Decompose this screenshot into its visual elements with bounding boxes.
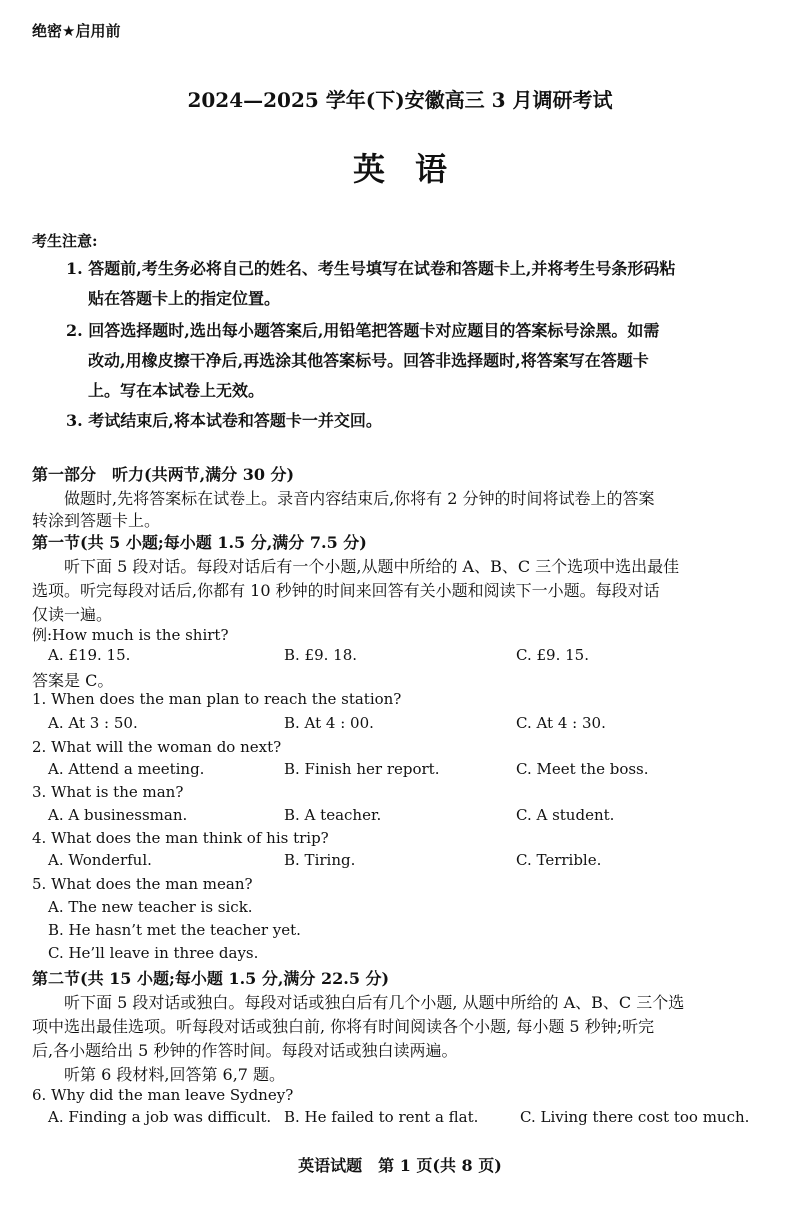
question-2-option-a: A. Attend a meeting.	[48, 760, 205, 778]
note-3: 3. 考试结束后,将本试卷和答题卡一并交回。	[66, 411, 382, 430]
question-2: 2. What will the woman do next?	[32, 738, 282, 756]
section2-instr-line-1: 听下面 5 段对话或独白。每段对话或独白后有几个小题, 从题中所给的 A、B、C 三个选	[64, 993, 685, 1012]
subject-title: 英语	[352, 150, 477, 188]
section2-material: 听第 6 段材料,回答第 6,7 题。	[64, 1065, 286, 1084]
question-3-option-c: C. A student.	[516, 806, 615, 824]
question-4-option-b: B. Tiring.	[284, 851, 356, 869]
question-2-option-c: C. Meet the boss.	[516, 760, 649, 778]
example-answer: 答案是 C。	[32, 671, 114, 690]
question-4: 4. What does the man think of his trip?	[32, 829, 329, 847]
section1-instr-line-3: 仅读一遍。	[32, 605, 113, 624]
page-footer: 英语试题 第 1 页(共 8 页)	[298, 1156, 502, 1175]
part1-intro-line-2: 转涂到答题卡上。	[32, 511, 161, 530]
section1-instr-line-2: 选项。听完每段对话后,你都有 10 秒钟的时间来回答有关小题和阅读下一小题。每段对话	[32, 581, 660, 600]
question-1-option-a: A. At 3 : 50.	[48, 714, 138, 732]
question-6-option-a: A. Finding a job was difficult.	[48, 1108, 272, 1126]
example-option-c: C. £9. 15.	[516, 646, 589, 664]
section2-instr-line-2: 项中选出最佳选项。听每段对话或独白前, 你将有时间阅读各个小题, 每小题 5 秒钟;听完	[32, 1017, 655, 1036]
note-1-line-2: 贴在答题卡上的指定位置。	[88, 289, 281, 308]
question-6-option-c: C. Living there cost too much.	[520, 1108, 750, 1126]
question-5-option-b: B. He hasn’t met the teacher yet.	[48, 921, 301, 939]
note-2-line-2: 改动,用橡皮擦干净后,再选涂其他答案标号。回答非选择题时,将答案写在答题卡	[88, 351, 649, 370]
section1-heading: 第一节(共 5 小题;每小题 1.5 分,满分 7.5 分)	[32, 533, 367, 552]
question-6: 6. Why did the man leave Sydney?	[32, 1086, 294, 1104]
section2-heading: 第二节(共 15 小题;每小题 1.5 分,满分 22.5 分)	[32, 969, 390, 988]
note-2-line-3: 上。写在本试卷上无效。	[88, 381, 265, 400]
notes-heading: 考生注意:	[32, 232, 98, 250]
section2-instr-line-3: 后,各小题给出 5 秒钟的作答时间。每段对话或独白读两遍。	[32, 1041, 458, 1060]
example-question: 例:How much is the shirt?	[32, 626, 229, 644]
question-1: 1. When does the man plan to reach the station?	[32, 690, 402, 708]
question-4-option-a: A. Wonderful.	[48, 851, 152, 869]
question-5: 5. What does the man mean?	[32, 875, 253, 893]
part1-intro-line-1: 做题时,先将答案标在试卷上。录音内容结束后,你将有 2 分钟的时间将试卷上的答案	[64, 489, 655, 508]
question-3: 3. What is the man?	[32, 783, 184, 801]
example-option-b: B. £9. 18.	[284, 646, 358, 664]
exam-title: 2024—2025 学年(下)安徽高三 3 月调研考试	[187, 88, 613, 112]
question-4-option-c: C. Terrible.	[516, 851, 602, 869]
section1-instr-line-1: 听下面 5 段对话。每段对话后有一个小题,从题中所给的 A、B、C 三个选项中选出最佳	[64, 557, 680, 576]
question-1-option-b: B. At 4 : 00.	[284, 714, 374, 732]
question-5-option-c: C. He’ll leave in three days.	[48, 944, 259, 962]
example-option-a: A. £19. 15.	[48, 646, 131, 664]
note-1-line-1: 1. 答题前,考生务必将自己的姓名、考生号填写在试卷和答题卡上,并将考生号条形码粘	[66, 259, 676, 278]
note-2-line-1: 2. 回答选择题时,选出每小题答案后,用铅笔把答题卡对应题目的答案标号涂黑。如需	[66, 321, 660, 340]
question-1-option-c: C. At 4 : 30.	[516, 714, 606, 732]
question-2-option-b: B. Finish her report.	[284, 760, 440, 778]
confidential-label: 绝密★启用前	[32, 22, 121, 40]
part1-heading: 第一部分 听力(共两节,满分 30 分)	[32, 465, 295, 484]
question-3-option-a: A. A businessman.	[48, 806, 188, 824]
question-6-option-b: B. He failed to rent a flat.	[284, 1108, 479, 1126]
question-5-option-a: A. The new teacher is sick.	[48, 898, 253, 916]
question-3-option-b: B. A teacher.	[284, 806, 382, 824]
